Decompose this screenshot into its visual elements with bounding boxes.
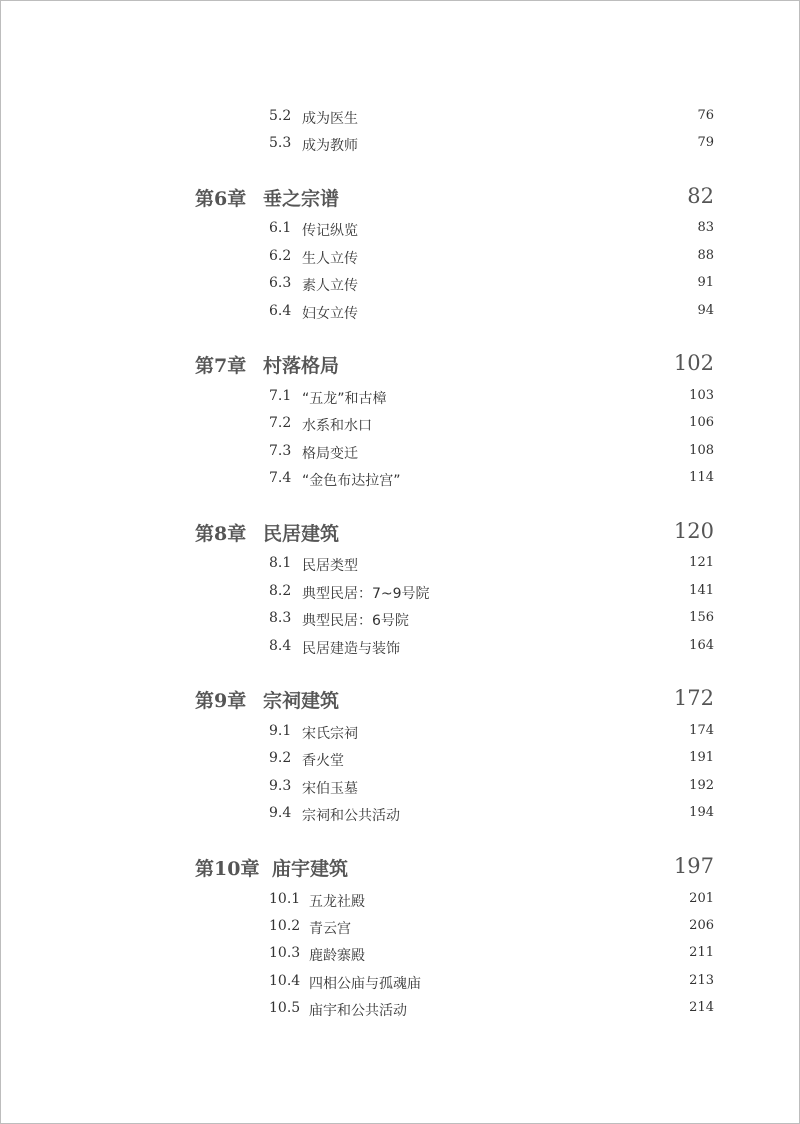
- section-number: 6.3: [269, 275, 292, 291]
- section-number: 6.2: [269, 248, 292, 264]
- section-number: 7.4: [269, 470, 292, 486]
- chapter-number: 第8章: [195, 523, 247, 545]
- section-title: 青云宫: [309, 921, 351, 937]
- section-title: 鹿龄寨殿: [309, 948, 365, 964]
- section-number: 8.2: [269, 583, 292, 599]
- section-number: 9.4: [269, 805, 292, 821]
- section-title: 民居类型: [302, 558, 358, 574]
- chapter-number: 第7章: [195, 355, 247, 377]
- section-number: 7.3: [269, 443, 292, 459]
- section-page-number: 156: [689, 610, 714, 625]
- chapter-number: 第10章: [195, 858, 260, 880]
- section-title: 水系和水口: [302, 418, 372, 434]
- section-title: 宋伯玉墓: [302, 781, 358, 797]
- section-number: 8.1: [269, 555, 292, 571]
- section-number: 8.4: [269, 638, 292, 654]
- section-title: 传记纵览: [302, 223, 358, 239]
- section-page-number: 214: [689, 1000, 714, 1015]
- section-page-number: 79: [697, 135, 714, 150]
- section-number: 9.1: [269, 723, 292, 739]
- section-page-number: 211: [689, 945, 714, 960]
- section-number: 5.2: [269, 108, 292, 124]
- section-number: 6.1: [269, 220, 292, 236]
- section-number: 7.2: [269, 415, 292, 431]
- section-title: 成为医生: [302, 111, 358, 127]
- chapter-title: 庙宇建筑: [272, 858, 349, 880]
- chapter-page-number: 120: [673, 519, 714, 543]
- section-number: 9.3: [269, 778, 292, 794]
- section-page-number: 121: [689, 555, 714, 570]
- section-page-number: 164: [689, 638, 714, 653]
- section-title: 民居建造与装饰: [302, 641, 400, 657]
- section-number: 10.3: [269, 945, 301, 961]
- section-number: 10.5: [269, 1000, 301, 1016]
- chapter-page-number: 172: [673, 686, 714, 710]
- section-number: 5.3: [269, 135, 292, 151]
- section-title: 宗祠和公共活动: [302, 808, 400, 824]
- section-page-number: 206: [689, 918, 714, 933]
- chapter-page-number: 197: [673, 854, 714, 878]
- section-page-number: 174: [689, 723, 714, 738]
- section-title: 典型民居：6号院: [302, 613, 409, 629]
- section-number: 10.2: [269, 918, 301, 934]
- section-page-number: 194: [689, 805, 714, 820]
- section-page-number: 91: [697, 275, 714, 290]
- section-page-number: 94: [697, 303, 714, 318]
- section-title: 五龙社殿: [309, 894, 365, 910]
- section-title: 成为教师: [302, 138, 358, 154]
- section-number: 10.1: [269, 891, 301, 907]
- section-page-number: 106: [689, 415, 714, 430]
- section-page-number: 88: [697, 248, 714, 263]
- section-title: 典型民居：7~9号院: [302, 586, 430, 602]
- chapter-title: 村落格局: [263, 355, 340, 377]
- section-title: “五龙”和古樟: [302, 391, 387, 407]
- section-title: 妇女立传: [302, 306, 358, 322]
- section-page-number: 213: [689, 973, 714, 988]
- section-page-number: 192: [689, 778, 714, 793]
- section-page-number: 191: [689, 750, 714, 765]
- section-page-number: 114: [689, 470, 714, 485]
- section-page-number: 201: [689, 891, 714, 906]
- chapter-title: 垂之宗谱: [263, 188, 340, 210]
- chapter-title: 宗祠建筑: [263, 690, 340, 712]
- section-title: 生人立传: [302, 251, 358, 267]
- section-page-number: 108: [689, 443, 714, 458]
- section-number: 8.3: [269, 610, 292, 626]
- chapter-number: 第9章: [195, 690, 247, 712]
- section-title: 庙宇和公共活动: [309, 1003, 407, 1019]
- section-title: “金色布达拉宫”: [302, 473, 401, 489]
- section-number: 6.4: [269, 303, 292, 319]
- section-number: 10.4: [269, 973, 301, 989]
- section-page-number: 103: [689, 388, 714, 403]
- section-page-number: 141: [689, 583, 714, 598]
- section-number: 7.1: [269, 388, 292, 404]
- chapter-page-number: 82: [687, 184, 714, 208]
- chapter-page-number: 102: [673, 351, 714, 375]
- section-title: 香火堂: [302, 753, 344, 769]
- section-title: 四相公庙与孤魂庙: [309, 976, 421, 992]
- section-page-number: 83: [697, 220, 714, 235]
- section-title: 宋氏宗祠: [302, 726, 358, 742]
- section-title: 素人立传: [302, 278, 358, 294]
- chapter-number: 第6章: [195, 188, 247, 210]
- section-number: 9.2: [269, 750, 292, 766]
- chapter-title: 民居建筑: [263, 523, 340, 545]
- section-page-number: 76: [697, 108, 714, 123]
- section-title: 格局变迁: [302, 446, 358, 462]
